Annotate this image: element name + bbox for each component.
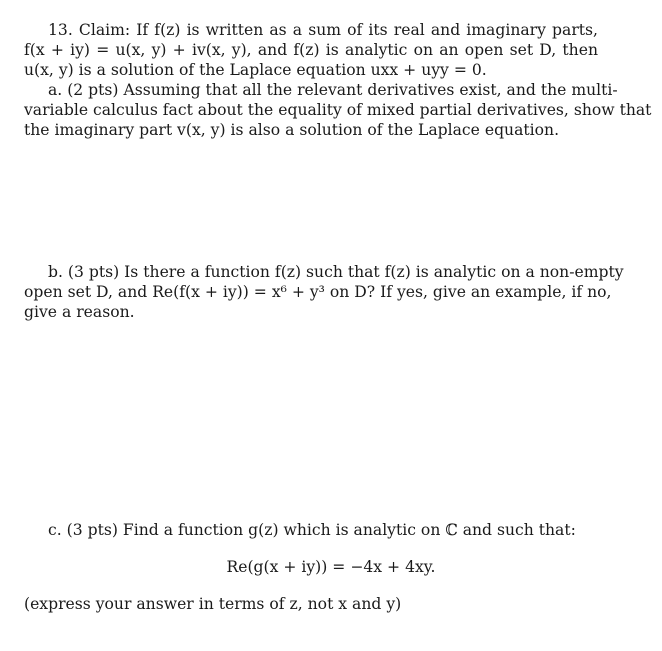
claim-line-2: f(x + iy) = u(x, y) + iv(x, y), and f(z) is analytic on an open set D, then [24,41,598,59]
part-c-note-line: (express your answer in terms of z, not x and y) [24,595,402,613]
claim-line-3: u(x, y) is a solution of the Laplace equation uxx + uyy = 0. [24,61,487,79]
part-c-line-1: c. (3 pts) Find a function g(z) which is analytic on ℂ and such that: [48,521,576,539]
part-a-line-1: a. (2 pts) Assuming that all the relevant derivatives exist, and the multi- [48,81,618,99]
part-b-line-2: open set D, and Re(f(x + iy)) = x⁶ + y³ on D? If yes, give an example, if no, [24,283,612,301]
part-b-line-3: give a reason. [24,303,135,321]
part-b [24,262,624,322]
part-a-line-2: variable calculus fact about the equality of mixed partial derivatives, show that [24,101,652,119]
part-b-line-1: b. (3 pts) Is there a function f(z) such that f(z) is analytic on a non-empty [48,263,624,281]
part-c-note [24,594,598,614]
problem-claim [24,20,598,80]
part-c [24,520,598,540]
part-a [24,80,652,140]
part-a-line-3: the imaginary part v(x, y) is also a solution of the Laplace equation. [24,121,560,139]
claim-line-1: 13. Claim: If f(z) is written as a sum of its real and imaginary parts, [48,21,598,39]
part-c-equation: Re(g(x + iy)) = −4x + 4xy. [226,558,436,576]
